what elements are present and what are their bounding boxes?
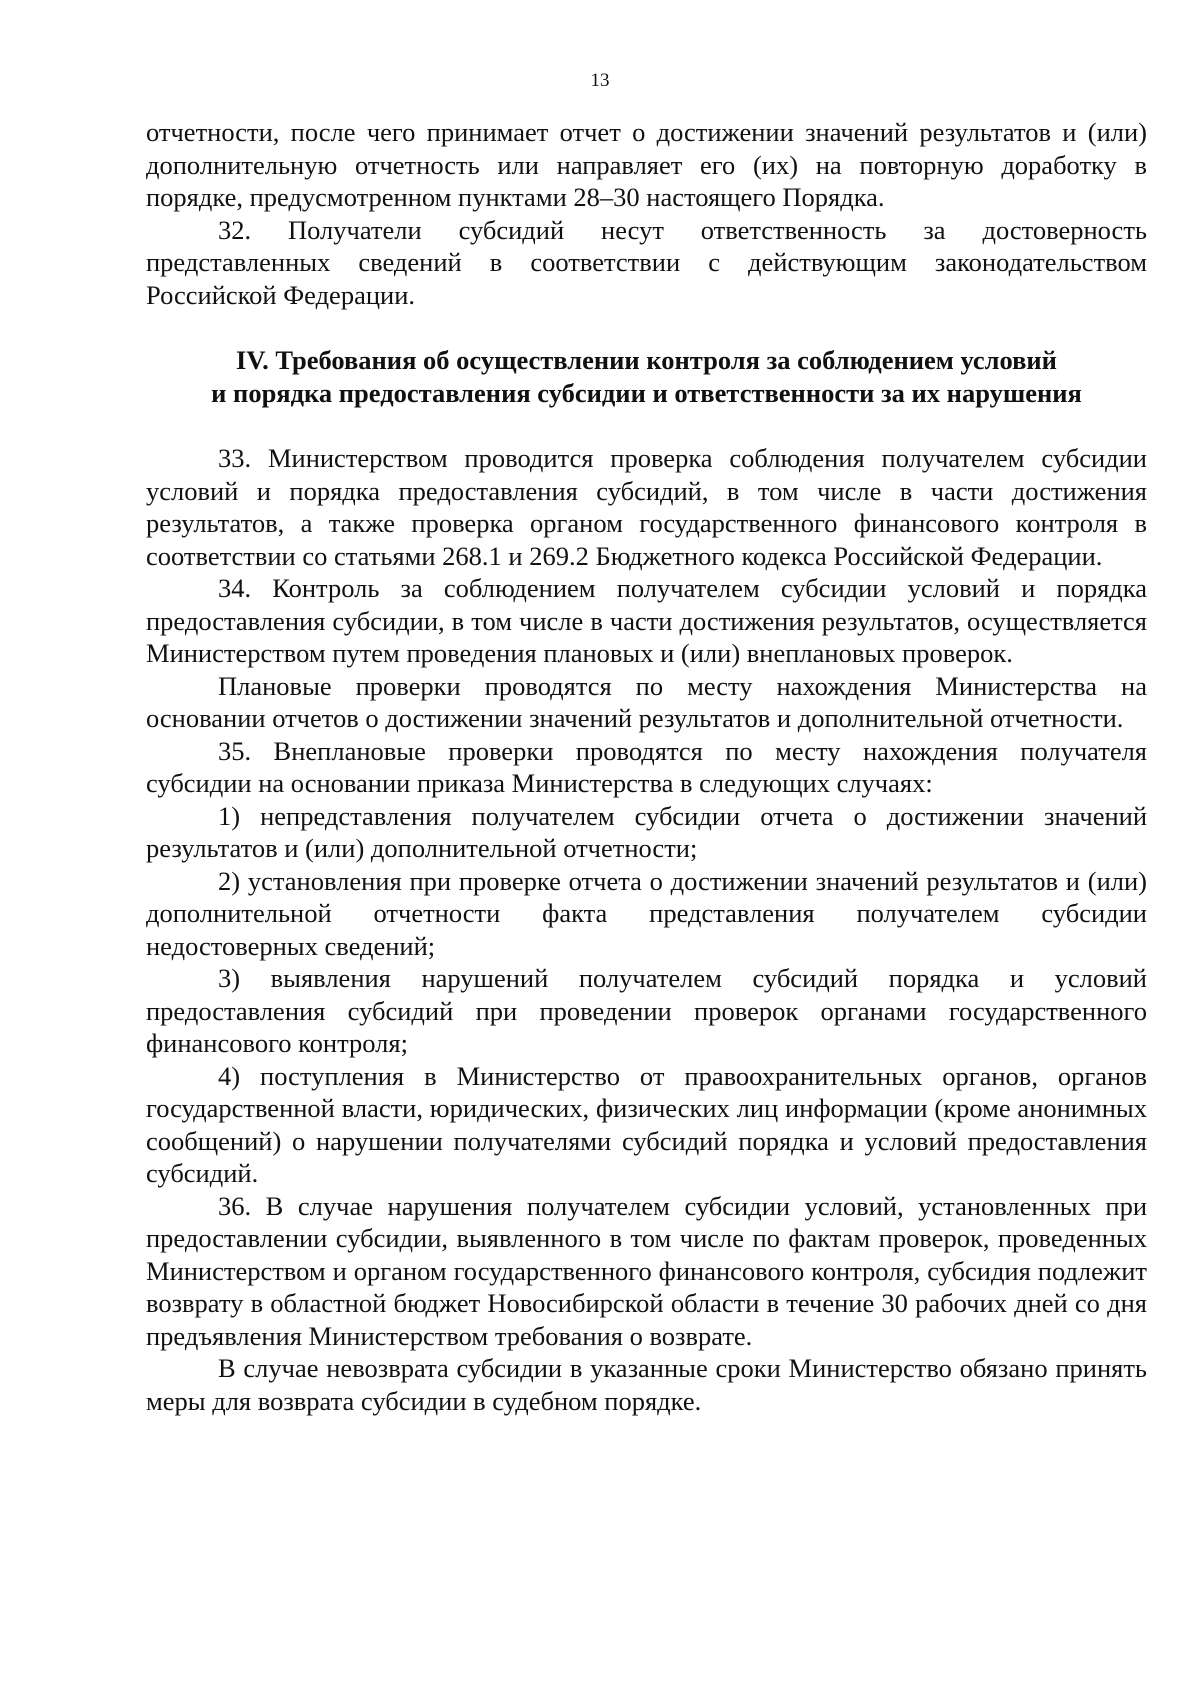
paragraph-34-planned-checks: Плановые проверки проводятся по месту нахождения Министерства на основании отчетов о достижении значений результатов и дополнительной отчетности. — [146, 670, 1147, 733]
paragraph-34: 34. Контроль за соблюдением получателем субсидии условий и порядка предоставления субсидии, в том числе в части достижения результатов, осуществляется Министерством путем проведения плановых и (или) внеплановых проверок. — [146, 573, 1147, 668]
paragraph-35-item-1: 1) непредставления получателем субсидии отчета о достижении значений результатов и (или) дополнительной отчетности; — [146, 800, 1147, 863]
paragraph-33: 33. Министерством проводится проверка соблюдения получателем субсидии условий и порядка предоставления субсидий, в том числе в части достижения результатов, а также проверка органом государственного финансового контроля в соответствии со статьями 268.1 и 269.2 Бюджетного кодекса Российской Федерации. — [146, 443, 1147, 571]
paragraph-35: 35. Внеплановые проверки проводятся по месту нахождения получателя субсидии на основании приказа Министерства в следующих случаях: — [146, 735, 1147, 798]
section-heading-line-1: IV. Требования об осуществлении контроля за соблюдением условий — [236, 345, 1057, 375]
page-number: 13 — [590, 70, 610, 91]
paragraph-36-nonreturn: В случае невозврата субсидии в указанные сроки Министерство обязано принять меры для возврата субсидии в судебном порядке. — [146, 1353, 1147, 1416]
paragraph-36: 36. В случае нарушения получателем субсидии условий, установленных при предоставлении субсидии, выявленного в том числе по фактам проверок, проведенных Министерством и органом государственного финансового контроля, субсидия подлежит возврату в областной бюджет Новосибирской области в течение 30 рабочих дней со дня предъявления Министерством требования о возврате. — [146, 1190, 1147, 1351]
paragraph-35-item-4: 4) поступления в Министерство от правоохранительных органов, органов государственной власти, юридических, физических лиц информации (кроме анонимных сообщений) о нарушении получателями субсидий порядка и условий предоставления субсидий. — [146, 1060, 1147, 1188]
section-heading — [146, 344, 1147, 409]
paragraph-31-continued: отчетности, после чего принимает отчет о достижении значений результатов и (или) дополнительную отчетность или направляет его (их) на повторную доработку в порядке, предусмотренном пунктами 28–30 настоящего Порядка. — [146, 117, 1147, 212]
paragraph-32: 32. Получатели субсидий несут ответственность за достоверность представленных сведений в соответствии с действующим законодательством Российской Федерации. — [146, 214, 1147, 310]
section-heading-line-2: и порядка предоставления субсидии и ответственности за их нарушения — [211, 377, 1082, 408]
paragraph-35-item-2: 2) установления при проверке отчета о достижении значений результатов и (или) дополнительной отчетности факта представления получателем субсидии недостоверных сведений; — [146, 865, 1147, 961]
document-body — [146, 116, 1147, 1417]
paragraph-35-item-3: 3) выявления нарушений получателем субсидий порядка и условий предоставления субсидий при проведении проверок органами государственного финансового контроля; — [146, 963, 1147, 1058]
